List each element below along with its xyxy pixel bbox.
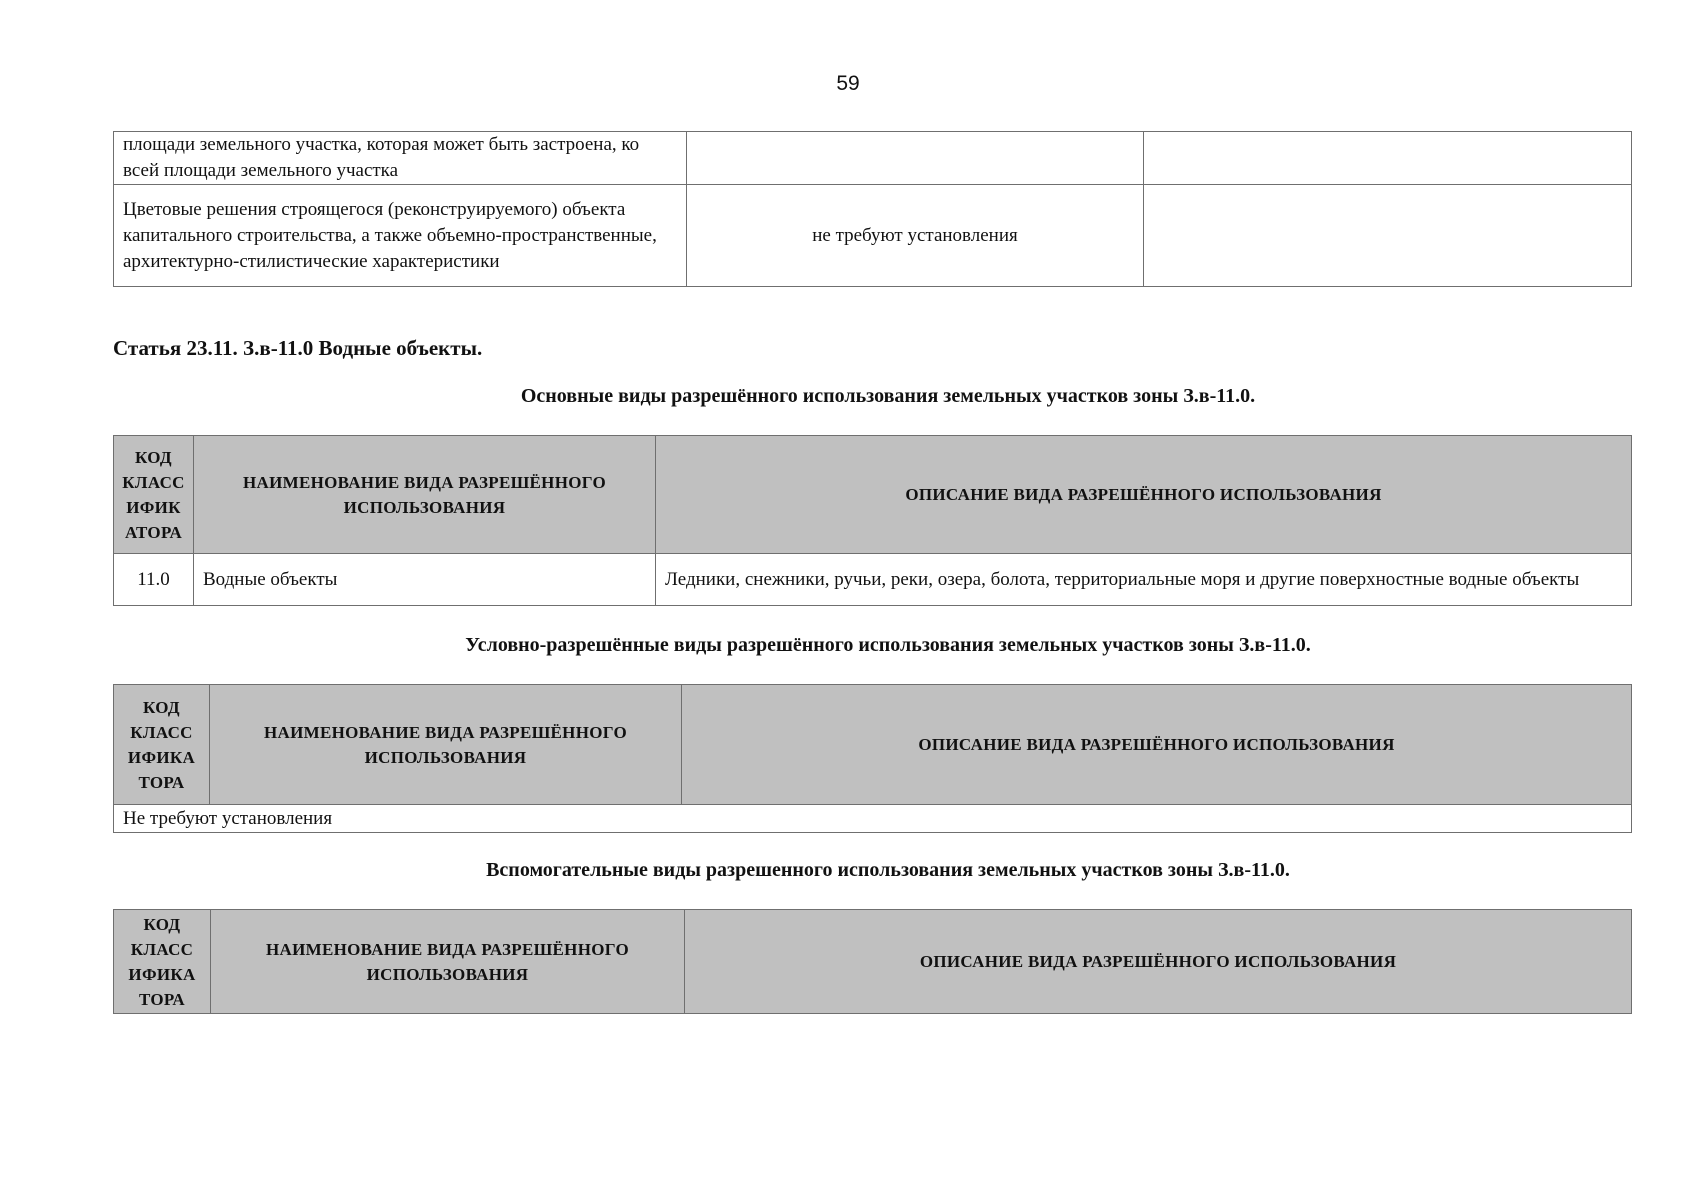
name-cell: Водные объекты	[194, 554, 656, 606]
main-uses-table	[113, 435, 1632, 606]
not-required-note: Не требуют установления	[114, 805, 1632, 833]
header-code: КОД КЛАСС ИФИКА ТОРА	[114, 685, 210, 805]
header-code: КОД КЛАСС ИФИКА ТОРА	[114, 910, 211, 1014]
table-row	[114, 805, 1632, 833]
parameter-value-cell: не требуют установления	[687, 185, 1144, 287]
header-name: НАИМЕНОВАНИЕ ВИДА РАЗРЕШЁННОГО ИСПОЛЬЗОВАНИЯ	[211, 910, 685, 1014]
conditional-uses-table	[113, 684, 1632, 833]
parameter-note-cell	[1144, 132, 1632, 185]
section-title-conditional: Условно-разрешённые виды разрешённого использования земельных участков зоны З.в-11.0.	[465, 634, 1311, 656]
header-description: ОПИСАНИЕ ВИДА РАЗРЕШЁННОГО ИСПОЛЬЗОВАНИЯ	[682, 685, 1632, 805]
table-header-row	[114, 685, 1632, 805]
section-title-auxiliary: Вспомогательные виды разрешенного использования земельных участков зоны З.в-11.0.	[486, 859, 1290, 881]
parameters-table-continuation	[113, 131, 1632, 287]
code-cell: 11.0	[114, 554, 194, 606]
parameter-note-cell	[1144, 185, 1632, 287]
table-row	[114, 554, 1632, 606]
section-title-main: Основные виды разрешённого использования земельных участков зоны З.в-11.0.	[520, 385, 1256, 407]
parameter-name-cell: Цветовые решения строящегося (реконструируемого) объекта капитального строительства, а также объемно-пространственные, архитектурно-стилистические характеристики	[114, 185, 687, 287]
table-header-row	[114, 910, 1632, 1014]
description-cell: Ледники, снежники, ручьи, реки, озера, болота, территориальные моря и другие поверхностные водные объекты	[656, 554, 1632, 606]
header-code: КОД КЛАСС ИФИК АТОРА	[114, 436, 194, 554]
header-description: ОПИСАНИЕ ВИДА РАЗРЕШЁННОГО ИСПОЛЬЗОВАНИЯ	[685, 910, 1632, 1014]
header-name: НАИМЕНОВАНИЕ ВИДА РАЗРЕШЁННОГО ИСПОЛЬЗОВАНИЯ	[194, 436, 656, 554]
parameter-name-cell: площади земельного участка, которая может быть застроена, ко всей площади земельного участка	[114, 132, 687, 185]
table-header-row	[114, 436, 1632, 554]
page-number: 59	[836, 72, 860, 95]
header-name: НАИМЕНОВАНИЕ ВИДА РАЗРЕШЁННОГО ИСПОЛЬЗОВАНИЯ	[210, 685, 682, 805]
table-row	[114, 132, 1632, 185]
auxiliary-uses-table	[113, 909, 1632, 1014]
article-title: Статья 23.11. З.в-11.0 Водные объекты.	[113, 336, 483, 360]
parameter-value-cell	[687, 132, 1144, 185]
header-description: ОПИСАНИЕ ВИДА РАЗРЕШЁННОГО ИСПОЛЬЗОВАНИЯ	[656, 436, 1632, 554]
table-row	[114, 185, 1632, 287]
